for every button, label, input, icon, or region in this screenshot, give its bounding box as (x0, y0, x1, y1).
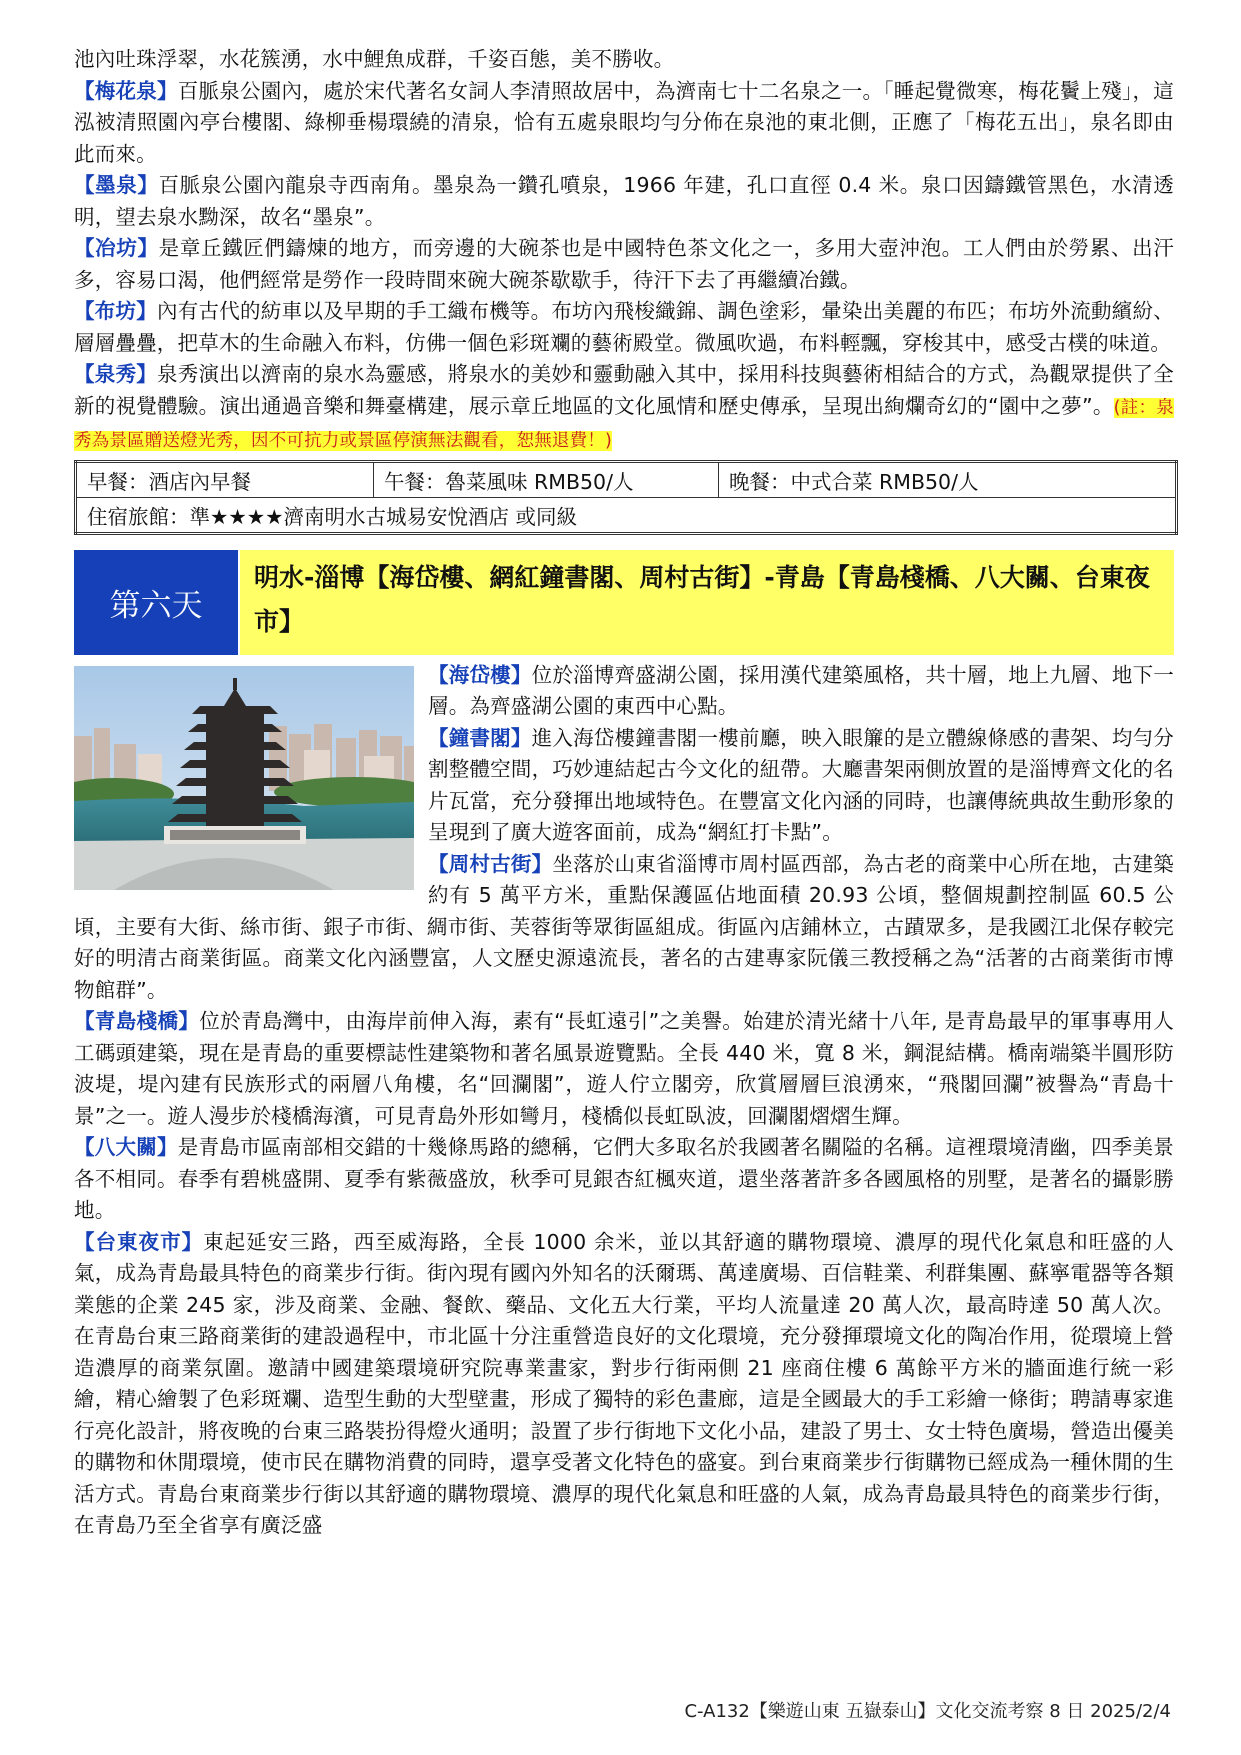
section-cloth-workshop (74, 296, 1174, 359)
section-title: 【梅花泉】 (74, 78, 178, 103)
section-text: 百脈泉公園內龍泉寺西南角。墨泉為一鑽孔噴泉，1966 年建，孔口直徑 0.4 米。泉口因鑄鐵管黑色，水清透明，望去泉水黝深，故名“墨泉”。 (74, 173, 1174, 229)
section-text: 是章丘鐵匠們鑄煉的地方，而旁邊的大碗茶也是中國特色茶文化之一，多用大壺沖泡。工人們由於勞累、出汗多，容易口渴，他們經常是勞作一段時間來碗大碗茶歇歇手，待汗下去了再繼續冶鐵。 (74, 236, 1174, 292)
document-page (74, 44, 1174, 1542)
section-title: 【周村古街】 (428, 851, 553, 876)
section-title: 【墨泉】 (74, 173, 159, 197)
section-text: 百脈泉公園內，處於宋代著名女詞人李清照故居中，為濟南七十二名泉之一。「睡起覺微寒，梅花鬢上殘」，這泓被清照園內亭台樓閣、綠柳垂楊環繞的清泉，恰有五處泉眼均勻分佈在泉池的東北側，正應了「梅花五出」，泉名即由此而來。 (74, 78, 1175, 166)
section-taidong-night-market (74, 1227, 1174, 1542)
section-spring-show (74, 359, 1174, 458)
meals-table (74, 460, 1178, 535)
section-title: 【青島棧橋】 (74, 1009, 200, 1033)
refund-note: (註：泉秀為景區贈送燈光秀，因不可抗力或景區停演無法觀看，恕無退費！) (74, 397, 1174, 451)
lunch-cell: 午餐：魯菜風味 RMB50/人 (374, 461, 719, 497)
section-smithy (74, 233, 1174, 296)
section-text: 是青島市區南部相交錯的十幾條馬路的總稱，它們大多取名於我國著名關隘的名稱。這裡環境清幽，四季美景各不相同。春季有碧桃盛開、夏季有紫薇盛放，秋季可見銀杏紅楓夾道，還坐落著許多各國風格的別墅，是著名的攝影勝地。 (74, 1135, 1174, 1222)
section-title: 【海岱樓】 (428, 662, 532, 687)
haidai-tower-image (74, 666, 414, 890)
section-qingdao-pier (74, 1006, 1174, 1132)
intro-paragraph: 池內吐珠浮翠，水花簇湧，水中鯉魚成群，千姿百態，美不勝收。 (74, 47, 675, 71)
section-title: 【鐘書閣】 (428, 725, 532, 750)
section-title: 【冶坊】 (74, 236, 159, 260)
day6-content (74, 660, 1174, 1542)
section-text: 位於淄博齊盛湖公園，採用漢代建築風格，共十層，地上九層、地下一層。為齊盛湖公園的東西中心點。 (428, 662, 1175, 718)
section-title: 【泉秀】 (74, 362, 158, 386)
section-title: 【布坊】 (74, 299, 158, 323)
dinner-cell: 晚餐：中式合菜 RMB50/人 (719, 461, 1177, 497)
section-title: 【台東夜市】 (74, 1229, 204, 1254)
day-title: 明水-淄博【海岱樓、網紅鐘書閣、周村古街】-青島【青島棧橋、八大關、台東夜市】 (240, 550, 1174, 655)
day-label: 第六天 (74, 550, 240, 655)
haidai-tower-photo (74, 666, 414, 890)
hotel-cell: 住宿旅館：準★★★★濟南明水古城易安悅酒店 或同級 (76, 497, 1177, 533)
section-title: 【八大關】 (74, 1135, 178, 1159)
page-footer: C-A132【樂遊山東 五嶽泰山】文化交流考察 8 日 2025/2/4 (684, 1701, 1171, 1722)
section-text: 泉秀演出以濟南的泉水為靈感，將泉水的美妙和靈動融入其中，採用科技與藝術相結合的方式，為觀眾提供了全新的視覺體驗。演出通過音樂和舞臺構建，展示章丘地區的文化風情和歷史傳承，呈現出絢爛奇幻的“園中之夢”。 (74, 362, 1174, 418)
section-text: 內有古代的紡車以及早期的手工織布機等。布坊內飛梭織錦、調色塗彩，暈染出美麗的布匹；布坊外流動繽紛、層層疊疊，把草木的生命融入布料，仿佛一個色彩斑斕的藝術殿堂。微風吹過，布料輕飄，穿梭其中，感受古樸的味道。 (74, 299, 1174, 355)
breakfast-cell: 早餐：酒店內早餐 (76, 461, 374, 497)
section-text: 東起延安三路，西至威海路，全長 1000 余米，並以其舒適的購物環境、濃厚的現代化氣息和旺盛的人氣，成為青島最具特色的商業步行街。街內現有國內外知名的沃爾瑪、萬達廣場、百信鞋業、利群集團、蘇寧電器等各類業態的企業 245 家，涉及商業、金融、餐飲、藥品、文化五大行業，平均人流量達 20 萬人次，最高時達 50 萬人次。在青島台東三路商業街的建設過程中，市北區十分注重營造良好的文化環境，充分發揮環境文化的陶冶作用，從環境上營造濃厚的商業氛圍。邀請中國建築環境研究院專業畫家，對步行街兩側 21 座商住樓 6 萬餘平方米的牆面進行統一彩繪，精心繪製了色彩斑斕、造型生動的大型壁畫，形成了獨特的彩色畫廊，這是全國最大的手工彩繪一條街；聘請專家進行亮化設計，將夜晚的台東三路裝扮得燈火通明；設置了步行街地下文化小品，建設了男士、女士特色廣場，營造出優美的購物和休閒環境，使市民在購物消費的同時，還享受著文化特色的盛宴。到台東商業步行街購物已經成為一種休閒的生活方式。青島台東商業步行街以其舒適的購物環境、濃厚的現代化氣息和旺盛的人氣，成為青島最具特色的商業步行街，在青島乃至全省享有廣泛盛 (74, 1229, 1174, 1537)
day-header (74, 550, 1174, 655)
section-plum-spring (74, 76, 1174, 171)
section-badaguan (74, 1132, 1174, 1227)
section-text: 位於青島灣中，由海岸前伸入海，素有“長虹遠引”之美譽。始建於清光緒十八年, 是青島最早的軍事專用人工碼頭建築，現在是青島的重要標誌性建築物和著名風景遊覽點。全長 440 米，寬 8 米，鋼混結構。橋南端築半圓形防波堤，堤內建有民族形式的兩層八角樓，名“回瀾閣”，遊人佇立閣旁，欣賞層層巨浪湧來，“飛閣回瀾”被譽為“青島十景”之一。遊人漫步於棧橋海濱，可見青島外形如彎月，棧橋似長虹臥波，回瀾閣熠熠生輝。 (74, 1009, 1174, 1128)
section-ink-spring (74, 170, 1174, 233)
section-text: 進入海岱樓鐘書閣一樓前廳，映入眼簾的是立體線條感的書架、均勻分割整體空間，巧妙連結起古今文化的紐帶。大廳書架兩側放置的是淄博齊文化的名片瓦當，充分發揮出地域特色。在豐富文化內涵的同時，也讓傳統典故生動形象的呈現到了廣大遊客面前，成為“網紅打卡點”。 (428, 725, 1175, 844)
section-text: 坐落於山東省淄博市周村區西部，為古老的商業中心所在地，古建築約有 5 萬平方米，重點保護區佔地面積 20.93 公頃，整個規劃控制區 60.5 公頃，主要有大街、絲市街、銀子市街、綢市街、芙蓉街等眾街區組成。街區內店鋪林立，古蹟眾多，是我國江北保存較完好的明清古商業街區。商業文化內涵豐富，人文歷史源遠流長，著名的古建專家阮儀三教授稱之為“活著的古商業街市博物館群”。 (74, 851, 1175, 1002)
